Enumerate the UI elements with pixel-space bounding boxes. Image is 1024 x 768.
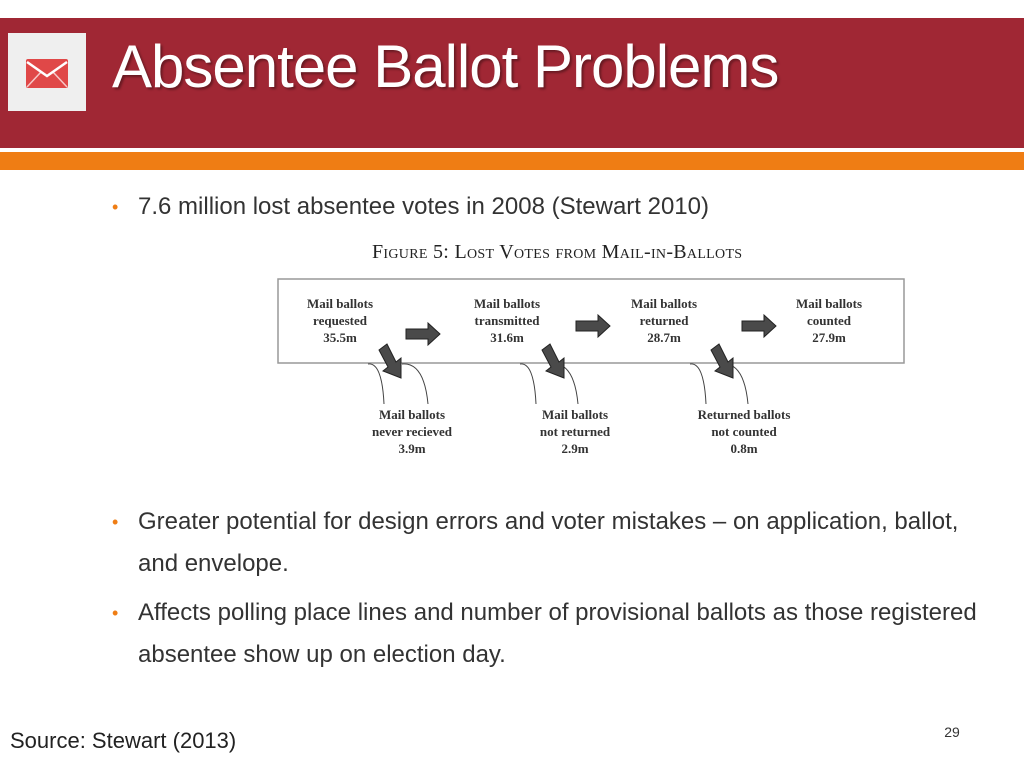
envelope-icon	[25, 54, 69, 90]
lost-votes-flow-diagram	[270, 272, 920, 472]
stage-line1: Mail ballots	[306, 296, 374, 311]
stage-line2: transmitted	[474, 313, 540, 328]
stage-line2: returned	[639, 313, 689, 328]
divider-orange	[0, 152, 1024, 170]
stage-line2: requested	[313, 313, 367, 328]
bullet-dot-icon: •	[112, 603, 119, 623]
loss-connector	[520, 364, 536, 404]
loss-value: 2.9m	[561, 441, 589, 456]
loss-line1: Mail ballots	[378, 407, 446, 422]
stage-transmitted	[452, 295, 562, 346]
stage-line2: counted	[806, 313, 852, 328]
stage-value: 31.6m	[490, 330, 524, 345]
loss-line1: Mail ballots	[541, 407, 609, 422]
bullet-dot-icon: •	[112, 197, 119, 217]
stage-line1: Mail ballots	[473, 296, 541, 311]
bullet-dot-icon: •	[112, 512, 119, 532]
figure-title: Figure 5: Lost Votes from Mail-in-Ballots	[372, 241, 743, 263]
bullet-text: Affects polling place lines and number of provisional ballots as those registered absentee show up on election day.	[138, 599, 977, 668]
loss-not-returned	[520, 406, 630, 457]
slide-title: Absentee Ballot Problems	[112, 33, 779, 100]
stage-value: 27.9m	[812, 330, 846, 345]
loss-value: 0.8m	[730, 441, 758, 456]
slide-icon-box	[8, 33, 86, 111]
stage-line1: Mail ballots	[795, 296, 863, 311]
bullet-item	[112, 592, 992, 676]
stage-requested	[285, 295, 395, 346]
loss-connector	[368, 364, 384, 404]
stage-value: 35.5m	[323, 330, 357, 345]
bullet-item	[112, 186, 872, 228]
loss-value: 3.9m	[398, 441, 426, 456]
stage-returned	[609, 295, 719, 346]
bullet-text: Greater potential for design errors and voter mistakes – on application, ballot, and envelope.	[138, 508, 959, 577]
loss-line2: never recieved	[371, 424, 452, 439]
bullet-item	[112, 501, 972, 585]
bullet-text: 7.6 million lost absentee votes in 2008 (Stewart 2010)	[138, 193, 709, 220]
stage-line1: Mail ballots	[630, 296, 698, 311]
page-number: 29	[944, 724, 960, 740]
loss-line1: Returned ballots	[697, 407, 791, 422]
loss-connector	[402, 364, 428, 404]
loss-line2: not counted	[711, 424, 777, 439]
loss-not-counted	[684, 406, 804, 457]
stage-value: 28.7m	[647, 330, 681, 345]
source-citation: Source: Stewart (2013)	[10, 728, 237, 753]
loss-connector	[690, 364, 706, 404]
stage-counted	[774, 295, 884, 346]
loss-never-received	[357, 406, 467, 457]
loss-line2: not returned	[539, 424, 611, 439]
